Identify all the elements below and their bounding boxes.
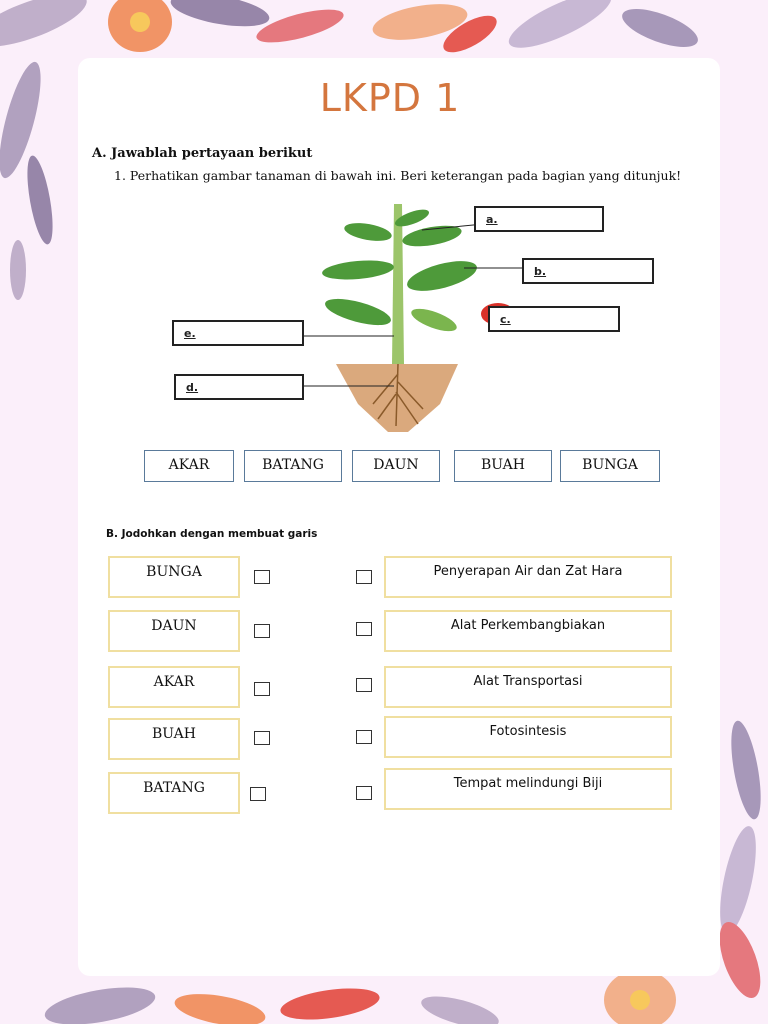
match-left-buah: BUAH <box>108 718 240 760</box>
right-checkbox-3[interactable] <box>356 678 372 692</box>
label-box-d[interactable]: d. <box>174 374 304 400</box>
section-a-heading: A. Jawablah pertayaan berikut <box>92 146 313 161</box>
right-checkbox-4[interactable] <box>356 730 372 744</box>
left-checkbox-1[interactable] <box>254 570 270 584</box>
match-right-penyerapan: Penyerapan Air dan Zat Hara <box>384 556 672 598</box>
left-checkbox-4[interactable] <box>254 731 270 745</box>
word-akar[interactable]: AKAR <box>144 450 234 482</box>
label-box-a[interactable]: a. <box>474 206 604 232</box>
section-b-heading: B. Jodohkan dengan membuat garis <box>106 528 318 540</box>
word-batang[interactable]: BATANG <box>244 450 342 482</box>
right-checkbox-5[interactable] <box>356 786 372 800</box>
word-buah[interactable]: BUAH <box>454 450 552 482</box>
right-checkbox-2[interactable] <box>356 622 372 636</box>
right-checkbox-1[interactable] <box>356 570 372 584</box>
left-checkbox-5[interactable] <box>250 787 266 801</box>
label-box-b[interactable]: b. <box>522 258 654 284</box>
match-left-bunga: BUNGA <box>108 556 240 598</box>
worksheet-page <box>78 58 720 976</box>
worksheet-title: LKPD 1 <box>319 76 461 120</box>
match-right-transportasi: Alat Transportasi <box>384 666 672 708</box>
left-checkbox-2[interactable] <box>254 624 270 638</box>
match-left-batang: BATANG <box>108 772 240 814</box>
stem-shape <box>392 204 404 364</box>
match-right-fotosintesis: Fotosintesis <box>384 716 672 758</box>
word-daun[interactable]: DAUN <box>352 450 440 482</box>
match-left-daun: DAUN <box>108 610 240 652</box>
match-right-melindungi-biji: Tempat melindungi Biji <box>384 768 672 810</box>
label-box-c[interactable]: c. <box>488 306 620 332</box>
label-box-e[interactable]: e. <box>172 320 304 346</box>
word-bunga[interactable]: BUNGA <box>560 450 660 482</box>
match-left-akar: AKAR <box>108 666 240 708</box>
match-right-perkembangbiakan: Alat Perkembangbiakan <box>384 610 672 652</box>
left-checkbox-3[interactable] <box>254 682 270 696</box>
section-a-instruction: 1. Perhatikan gambar tanaman di bawah ini. Beri keterangan pada bagian yang ditunjuk! <box>114 168 682 183</box>
